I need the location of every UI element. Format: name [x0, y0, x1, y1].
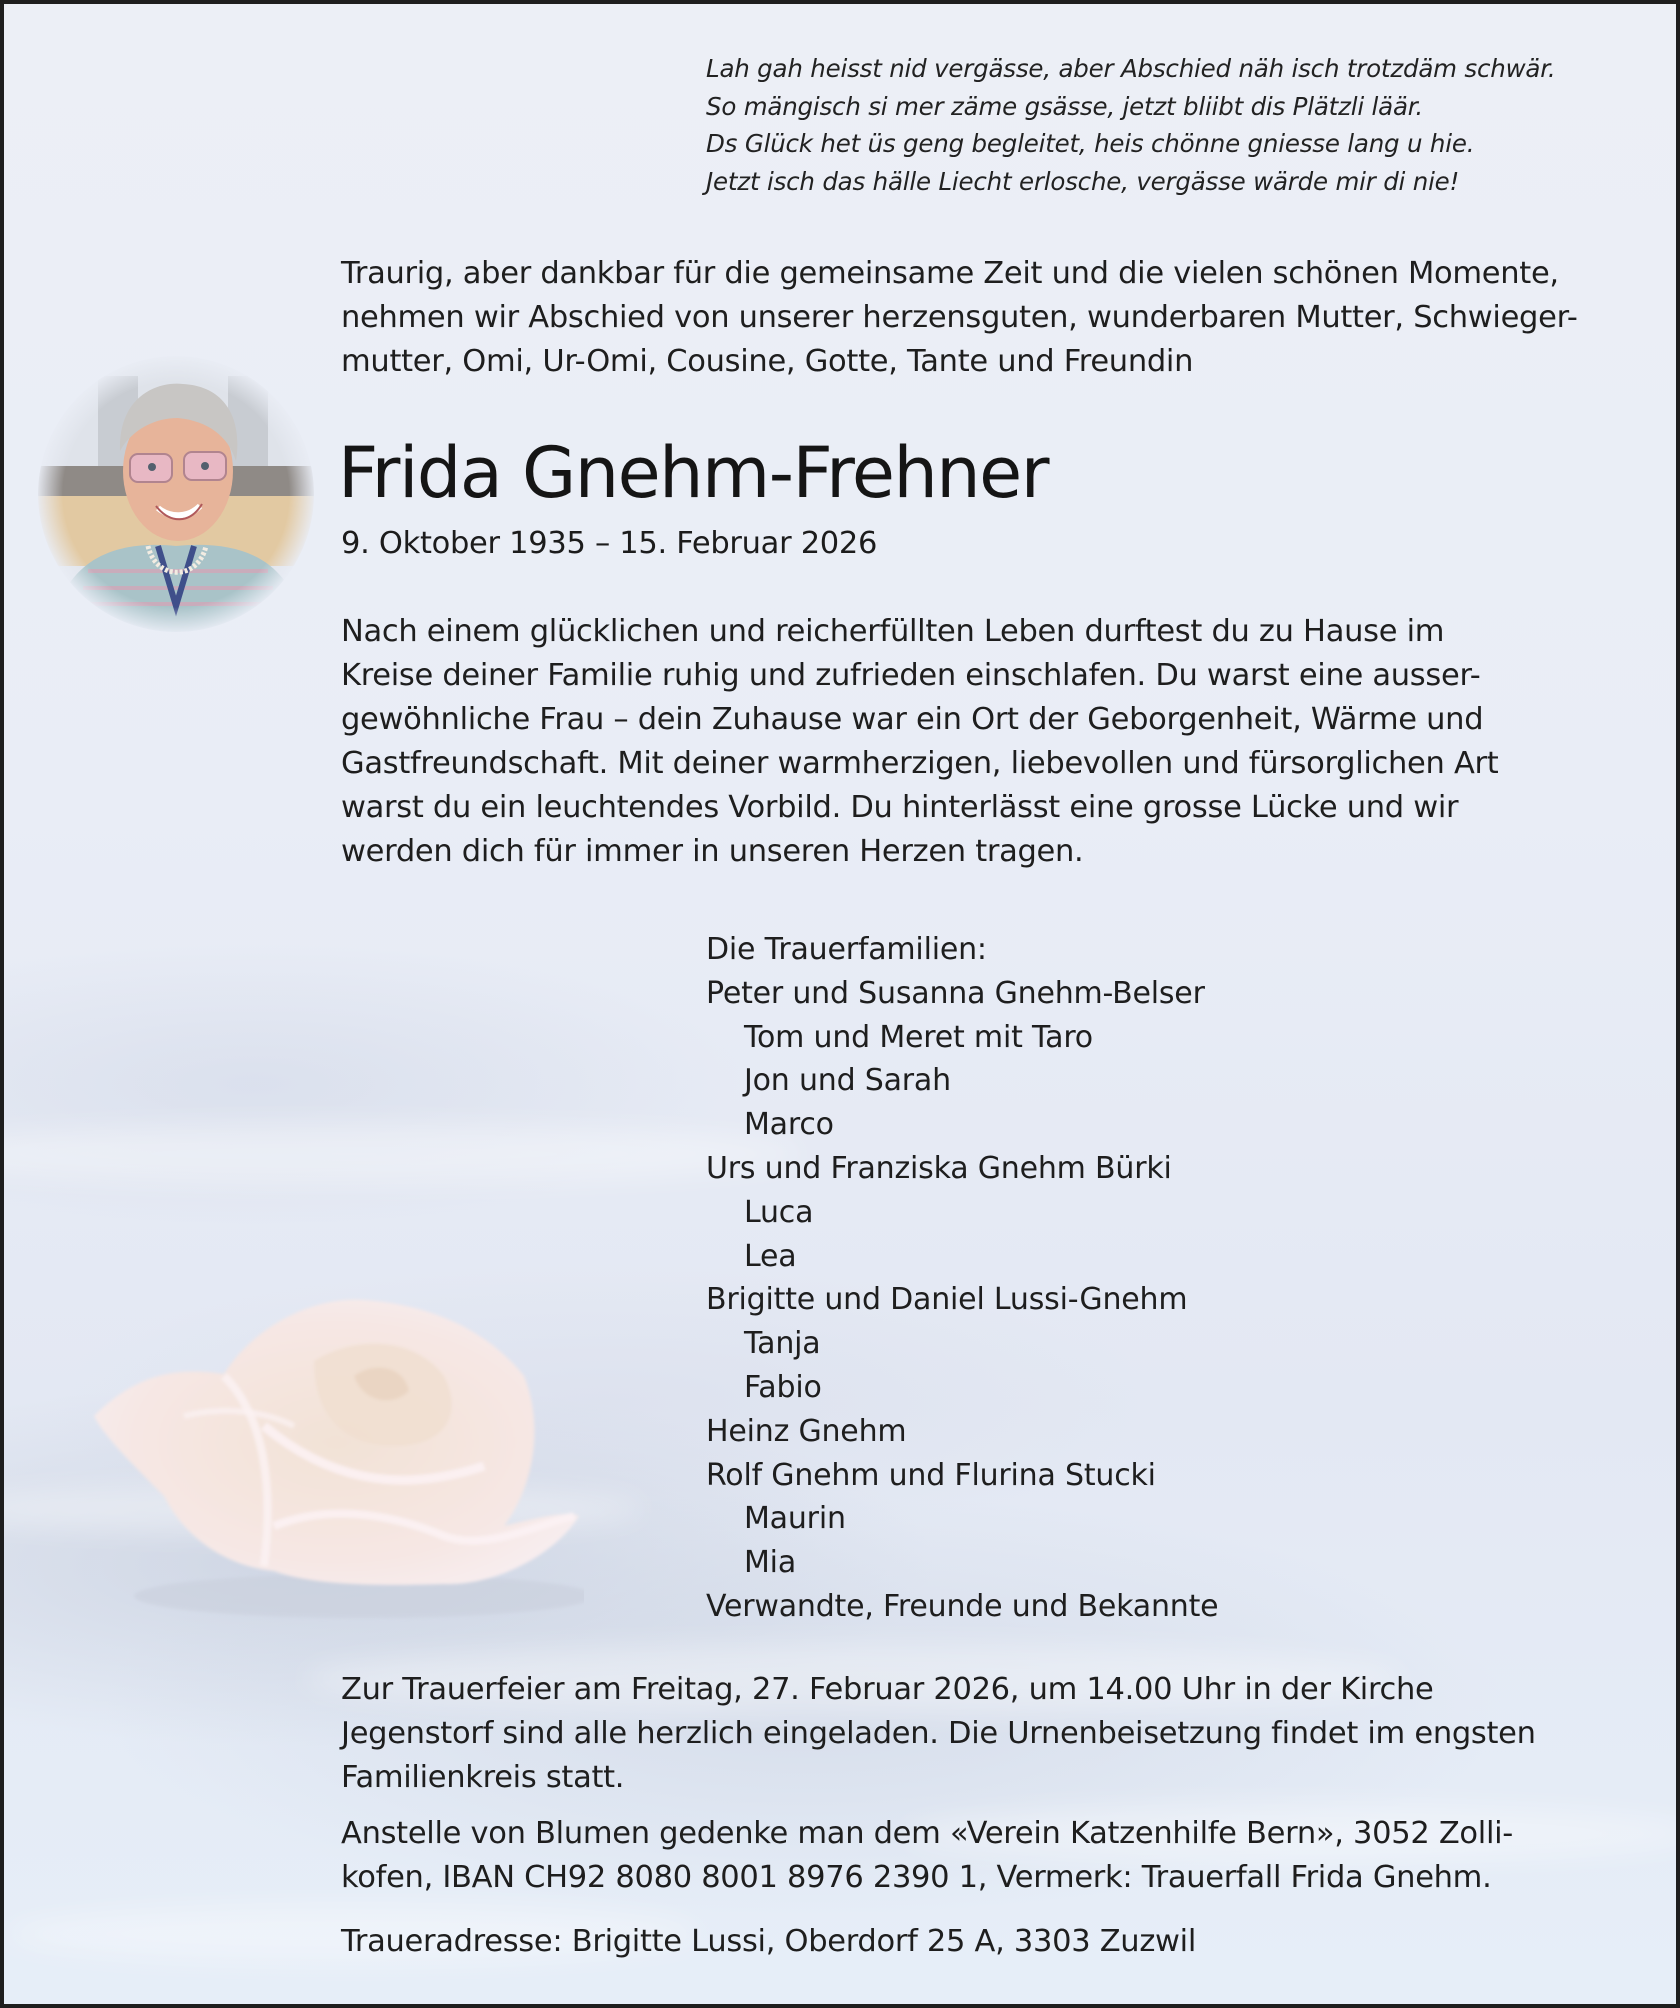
family-entry: Heinz Gnehm: [706, 1413, 907, 1449]
family-entry-sub: Maurin: [744, 1501, 846, 1537]
tribute-line: Kreise deiner Familie ruhig und zufrieden einschlafen. Du warst eine ausser-: [341, 658, 1481, 693]
ceremony-line: Jegenstorf sind alle herzlich eingeladen. Die Urnenbeisetzung findet im engsten: [341, 1716, 1536, 1751]
family-entry-sub: Mia: [744, 1545, 797, 1581]
ceremony-paragraph: [341, 1668, 1651, 1800]
deceased-portrait: [38, 356, 314, 632]
donation-paragraph: [341, 1812, 1651, 1900]
intro-line: nehmen wir Abschied von unserer herzensguten, wunderbaren Mutter, Schwieger-: [341, 300, 1578, 335]
poem-line: Ds Glück het üs geng begleitet, heis chönne gniesse lang u hie.: [706, 129, 1475, 158]
address-line: Traueradresse: Brigitte Lussi, Oberdorf 25 A, 3303 Zuzwil: [341, 1924, 1197, 1959]
family-entry-sub: Lea: [744, 1238, 797, 1274]
family-entry: Peter und Susanna Gnehm-Belser: [706, 975, 1205, 1011]
family-entry-sub: Tanja: [744, 1326, 821, 1362]
rose-illustration: [64, 1266, 584, 1626]
portrait-photo: [38, 356, 314, 632]
intro-line: mutter, Omi, Ur-Omi, Cousine, Gotte, Tante und Freundin: [341, 344, 1194, 379]
tribute-line: Gastfreundschaft. Mit deiner warmherzigen, liebevollen und fürsorglichen Art: [341, 746, 1499, 781]
poem: [706, 50, 1656, 200]
tribute-line: Nach einem glücklichen und reicherfüllten Leben durftest du zu Hause im: [341, 614, 1445, 649]
family-entry: Brigitte und Daniel Lussi-Gnehm: [706, 1282, 1188, 1318]
family-entry-sub: Jon und Sarah: [744, 1063, 951, 1099]
poem-line: So mängisch si mer zäme gsässe, jetzt bliibt dis Plätzli läär.: [706, 91, 1423, 121]
obituary-page: [4, 4, 1676, 2004]
family-entry-sub: Luca: [744, 1194, 814, 1230]
tribute-line: gewöhnliche Frau – dein Zuhause war ein Ort der Geborgenheit, Wärme und: [341, 702, 1484, 737]
intro-line: Traurig, aber dankbar für die gemeinsame Zeit und die vielen schönen Momente,: [341, 256, 1559, 291]
life-dates: 9. Oktober 1935 – 15. Februar 2026: [341, 526, 878, 561]
family-entry: Verwandte, Freunde und Bekannte: [706, 1588, 1219, 1624]
tribute-line: werden dich für immer in unseren Herzen tragen.: [341, 834, 1084, 869]
families-heading: Die Trauerfamilien:: [706, 932, 987, 967]
tribute-line: warst du ein leuchtendes Vorbild. Du hinterlässt eine grosse Lücke und wir: [341, 790, 1459, 825]
mourning-families: [706, 928, 1218, 1629]
donation-line: kofen, IBAN CH92 8080 8001 8976 2390 1, Vermerk: Trauerfall Frida Gnehm.: [341, 1860, 1492, 1895]
family-entry: Urs und Franziska Gnehm Bürki: [706, 1150, 1172, 1186]
family-entry: Rolf Gnehm und Flurina Stucki: [706, 1457, 1156, 1493]
tribute-paragraph: [341, 610, 1651, 874]
family-entry-sub: Fabio: [744, 1369, 822, 1405]
background-wave: [4, 1124, 804, 1184]
poem-line: Jetzt isch das hälle Liecht erlosche, vergässe wärde mir di nie!: [706, 166, 1460, 196]
mourning-address: [341, 1920, 1651, 1964]
donation-line: Anstelle von Blumen gedenke man dem «Verein Katzenhilfe Bern», 3052 Zolli-: [341, 1816, 1514, 1851]
ceremony-line: Zur Trauerfeier am Freitag, 27. Februar 2026, um 14.00 Uhr in der Kirche: [341, 1672, 1434, 1707]
deceased-name: Frida Gnehm-Frehner: [338, 432, 1049, 514]
family-entry-sub: Marco: [744, 1107, 834, 1143]
intro-paragraph: [341, 252, 1651, 384]
family-entry-sub: Tom und Meret mit Taro: [744, 1019, 1093, 1055]
ceremony-line: Familienkreis statt.: [341, 1760, 625, 1795]
poem-line: Lah gah heisst nid vergässe, aber Abschied näh isch trotzdäm schwär.: [706, 54, 1556, 83]
